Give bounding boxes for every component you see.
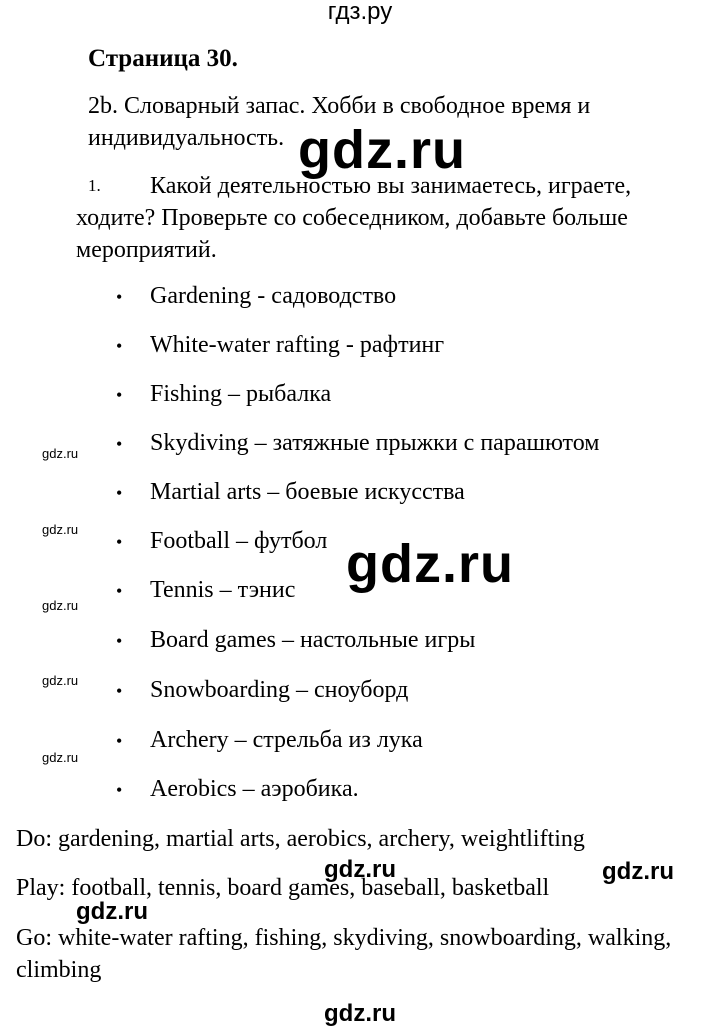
task-number: 1. xyxy=(88,176,101,195)
list-item-text: Gardening - садоводство xyxy=(150,283,397,309)
list-item-text: White-water rafting - рафтинг xyxy=(150,332,445,358)
bullet-icon: • xyxy=(116,483,123,503)
bullet-icon: • xyxy=(116,532,123,552)
watermark-small: gdz.ru xyxy=(42,750,79,765)
list-item-text: Skydiving – затяжные прыжки с парашютом xyxy=(150,430,600,456)
bullet-icon: • xyxy=(116,336,123,356)
list-item-text: Tennis – тэнис xyxy=(150,577,296,603)
task-text: Какой деятельностью вы занимаетесь, играете, ходите? Проверьте со собеседником, добавьте больше мероприятий. xyxy=(76,173,632,263)
answer-go: Go: white-water rafting, fishing, skydiving, snowboarding, walking, climbing xyxy=(16,925,672,983)
watermark-medium: gdz.ru xyxy=(602,858,674,885)
list-item-text: Aerobics – аэробика. xyxy=(150,776,359,802)
bullet-icon: • xyxy=(116,731,123,751)
watermark-medium: gdz.ru xyxy=(324,1000,396,1027)
list-item-text: Martial arts – боевые искусства xyxy=(150,479,465,505)
watermark-large: gdz.ru xyxy=(346,534,514,594)
bullet-icon: • xyxy=(116,780,123,800)
bullet-icon: • xyxy=(116,581,123,601)
bullet-icon: • xyxy=(116,681,123,701)
watermark-large: gdz.ru xyxy=(298,120,466,180)
watermark-small: gdz.ru xyxy=(42,598,79,613)
site-header: гдз.ру xyxy=(327,0,393,25)
section-heading: 2b. Словарный запас. Хобби в свободное время и индивидуальность. xyxy=(88,93,591,151)
watermark-medium: gdz.ru xyxy=(324,856,396,883)
answer-do: Do: gardening, martial arts, aerobics, archery, weightlifting xyxy=(16,826,585,852)
list-item-text: Snowboarding – сноуборд xyxy=(150,677,409,703)
bullet-icon: • xyxy=(116,287,123,307)
watermark-small: gdz.ru xyxy=(42,522,79,537)
bullet-icon: • xyxy=(116,434,123,454)
watermark-small: gdz.ru xyxy=(42,673,79,688)
watermark-medium: gdz.ru xyxy=(76,898,148,925)
list-item-text: Football – футбол xyxy=(150,528,328,554)
page-title: Страница 30. xyxy=(88,45,238,72)
watermark-small: gdz.ru xyxy=(42,446,79,461)
list-item-text: Board games – настольные игры xyxy=(150,627,476,653)
bullet-icon: • xyxy=(116,385,123,405)
bullet-icon: • xyxy=(116,631,123,651)
list-item-text: Fishing – рыбалка xyxy=(150,381,332,407)
list-item-text: Archery – стрельба из лука xyxy=(150,727,423,753)
answer-play: Play: football, tennis, board games, baseball, basketball xyxy=(16,875,550,901)
